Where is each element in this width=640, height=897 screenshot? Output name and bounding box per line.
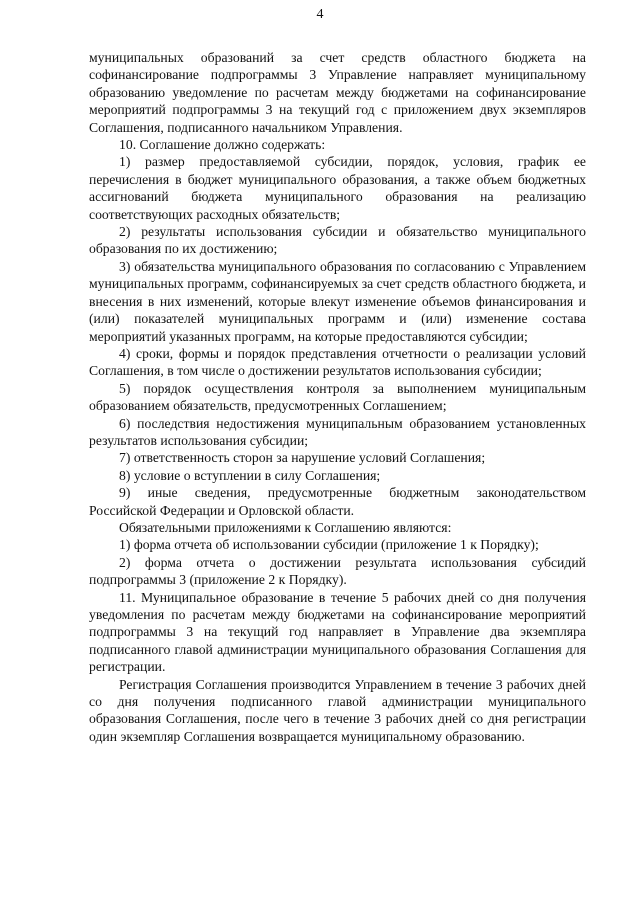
section-heading: 11. Муниципальное образование в течение 5 рабочих дней со дня получения уведомления по расчетам между бюджетами на софинансирование мероприятий подпрограммы 3 на текущий год направляет в Управление два экземпляра подписанного главой администрации муниципального образования Соглашения для регистрации.: [89, 589, 586, 675]
list-item: 3) обязательства муниципального образования по согласованию с Управлением муниципальных программ, софинансируемых за счет средств областного бюджета, и внесения в них изменений, которые влекут изменение объемов финансирования и (или) показателей муниципальных программ и (или) изменение состава мероприятий указанных программ, на которые предоставляются субсидии;: [89, 258, 586, 344]
list-item: 9) иные сведения, предусмотренные бюджетным законодательством Российской Федерации и Орловской области.: [89, 485, 586, 518]
list-item: 2) форма отчета о достижении результата использования субсидий подпрограммы 3 (приложение 2 к Порядку).: [89, 554, 586, 588]
paragraph: Регистрация Соглашения производится Управлением в течение 3 рабочих дней со дня получения подписанного главой администрации муниципального образования Соглашения, после чего в течение 3 рабочих дней со дня регистрации один экземпляр Соглашения возвращается муниципальному образованию.: [89, 676, 586, 744]
list-item: 5) порядок осуществления контроля за выполнением муниципальным образованием обязательств, предусмотренных Соглашением;: [89, 380, 586, 414]
page-number: 4: [316, 7, 324, 22]
section-heading: 10. Соглашение должно содержать:: [119, 137, 326, 153]
paragraph: муниципальных образований за счет средств областного бюджета на софинансирование подпрограммы 3 Управление направляет муниципальному образованию уведомление по расчетам между бюджетами на софинансирование мероприятий подпрограммы 3 на текущий год с приложением двух экземпляров Соглашения, подписанного начальником Управления.: [89, 50, 586, 135]
list-item: 2) результаты использования субсидии и обязательство муниципального образования по их достижению;: [89, 224, 586, 257]
document-body: [89, 49, 586, 745]
list-item: 4) сроки, формы и порядок представления отчетности о реализации условий Соглашения, в том числе о достижении результатов использования субсидии;: [89, 345, 586, 379]
list-item: 7) ответственность сторон за нарушение условий Соглашения;: [119, 450, 486, 466]
paragraph: Обязательными приложениями к Соглашению являются:: [119, 519, 452, 535]
list-item: 8) условие о вступлении в силу Соглашения;: [119, 467, 381, 483]
list-item: 6) последствия недостижения муниципальным образованием установленных результатов использования субсидии;: [89, 415, 586, 448]
list-item: 1) размер предоставляемой субсидии, порядок, условия, график ее перечисления в бюджет муниципального образования, а также объем бюджетных ассигнований бюджета муниципального образования на реализацию соответствующих расходных обязательств;: [89, 154, 586, 222]
list-item: 1) форма отчета об использовании субсидии (приложение 1 к Порядку);: [119, 537, 539, 553]
